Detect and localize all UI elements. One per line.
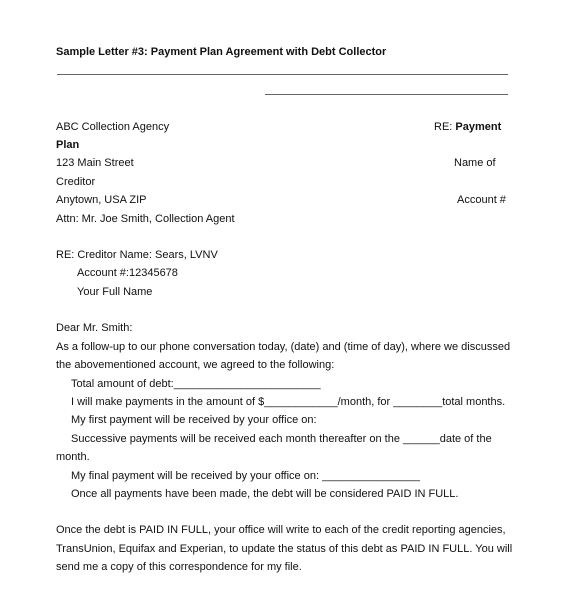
agency-street: 123 Main Street [56,157,134,169]
body-p2-line1: Once the debt is PAID IN FULL, your office will write to each of the credit reporting agencies, [56,524,506,536]
body-p2-line3: send me a copy of this correspondence for my file. [56,561,302,573]
letter-title: Sample Letter #3: Payment Plan Agreement with Debt Collector [56,46,387,58]
first-payment-line: My first payment will be received by your office on: [71,414,317,426]
re-payment-label [434,120,501,134]
creditor-label: Creditor [56,176,96,188]
body-p1-line2: the abovementioned account, we agreed to the following: [56,359,335,371]
re-full-name: Your Full Name [77,286,153,298]
divider-rule-bottom [265,94,508,95]
agency-name: ABC Collection Agency [56,121,170,133]
successive-payments-line-end: month. [56,451,90,463]
account-label: Account # [457,194,506,206]
plan-label: Plan [56,139,80,151]
re-account-number: Account #:12345678 [77,267,178,279]
paid-in-full-line: Once all payments have been made, the debt will be considered PAID IN FULL. [71,488,459,500]
re-creditor-name: RE: Creditor Name: Sears, LVNV [56,249,218,261]
salutation: Dear Mr. Smith: [56,322,133,334]
re-prefix: RE: [434,121,456,133]
re-payment-bold: Payment [455,121,502,133]
attn-line: Attn: Mr. Joe Smith, Collection Agent [56,213,235,225]
total-debt-line: Total amount of debt:________________________ [71,378,321,390]
body-p1-line1: As a follow-up to our phone conversation today, (date) and (time of day), where we discussed [56,341,511,353]
agency-city: Anytown, USA ZIP [56,194,147,206]
body-p2-line2: TransUnion, Equifax and Experian, to update the status of this debt as PAID IN FULL. You will [56,543,513,555]
final-payment-line: My final payment will be received by your office on: ________________ [71,470,420,482]
payment-amount-line: I will make payments in the amount of $____________/month, for ________total months. [71,396,506,408]
divider-rule-top [57,74,508,75]
successive-payments-line: Successive payments will be received each month thereafter on the ______date of the [71,433,492,445]
name-of-label: Name of [454,157,496,169]
